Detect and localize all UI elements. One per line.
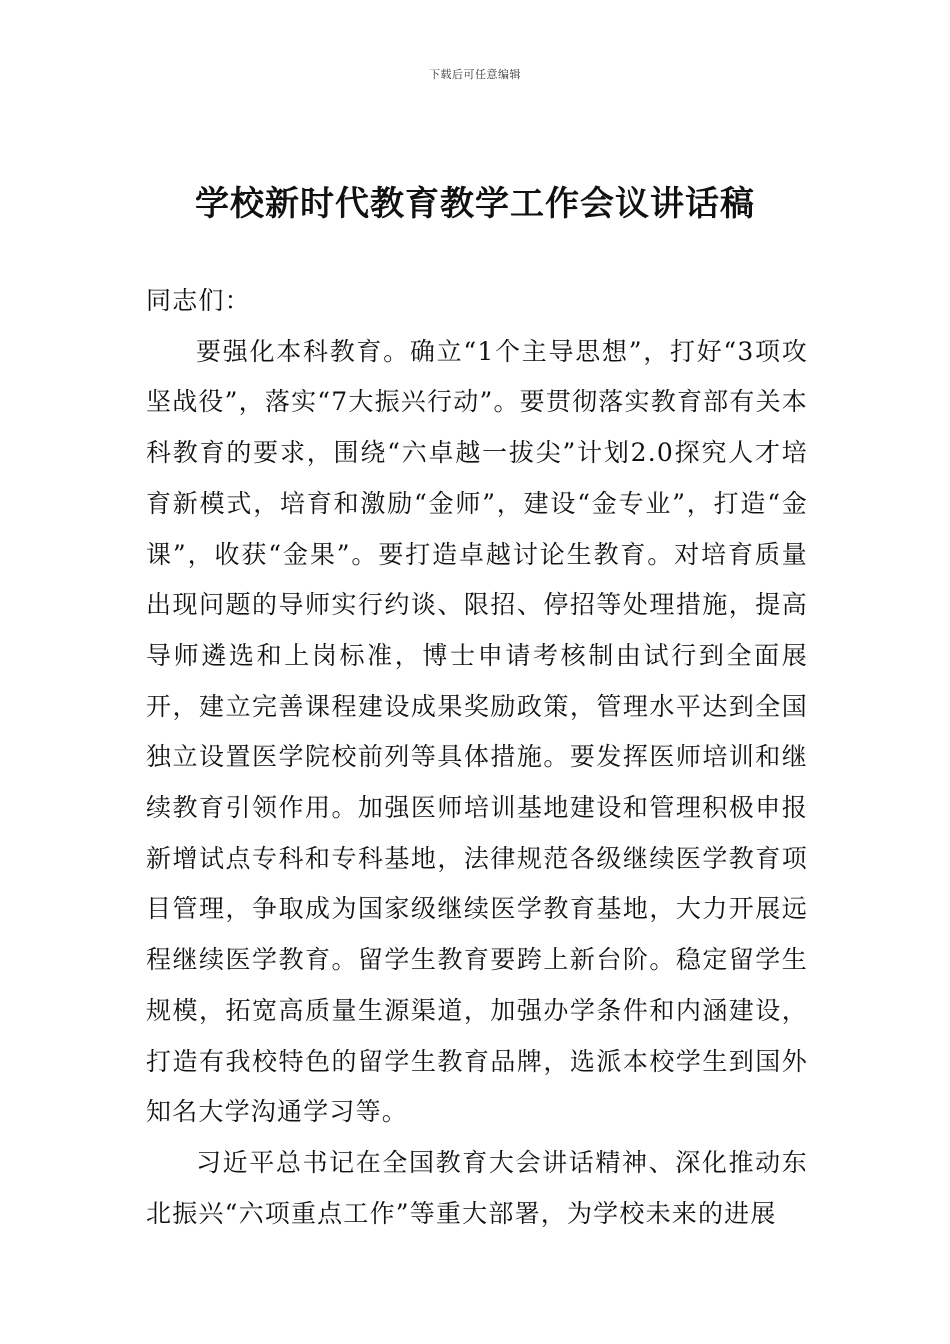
body-paragraph-2: 习近平总书记在全国教育大会讲话精神、深化推动东北振兴“六项重点工作”等重大部署，为学校未来的进展	[146, 1147, 808, 1228]
salutation: 同志们：	[146, 286, 251, 315]
document-body	[146, 276, 808, 1239]
document-title: 学校新时代教育教学工作会议讲话稿	[195, 184, 755, 224]
header-note: 下载后可任意编辑	[429, 68, 521, 81]
body-paragraph-1: 要强化本科教育。确立“1个主导思想”，打好“3项攻坚战役”，落实“7大振兴行动”。要贯彻落实教育部有关本科教育的要求，围绕“六卓越一拔尖”计划2.0探究人才培育新模式，培育和激励“金师”，建设“金专业”，打造“金课”，收获“金果”。要打造卓越讨论生教育。对培育质量出现问题的导师实行约谈、限招、停招等处理措施，提高导师遴选和上岗标准，博士申请考核制由试行到全面展开，建立完善课程建设成果奖励政策，管理水平达到全国独立设置医学院校前列等具体措施。要发挥医师培训和继续教育引领作用。加强医师培训基地建设和管理积极申报新增试点专科和专科基地，法律规范各级继续医学教育项目管理，争取成为国家级继续医学教育基地，大力开展远程继续医学教育。留学生教育要跨上新台阶。稳定留学生规模，拓宽高质量生源渠道，加强办学条件和内涵建设，打造有我校特色的留学生教育品牌，选派本校学生到国外知名大学沟通学习等。	[146, 336, 808, 1127]
